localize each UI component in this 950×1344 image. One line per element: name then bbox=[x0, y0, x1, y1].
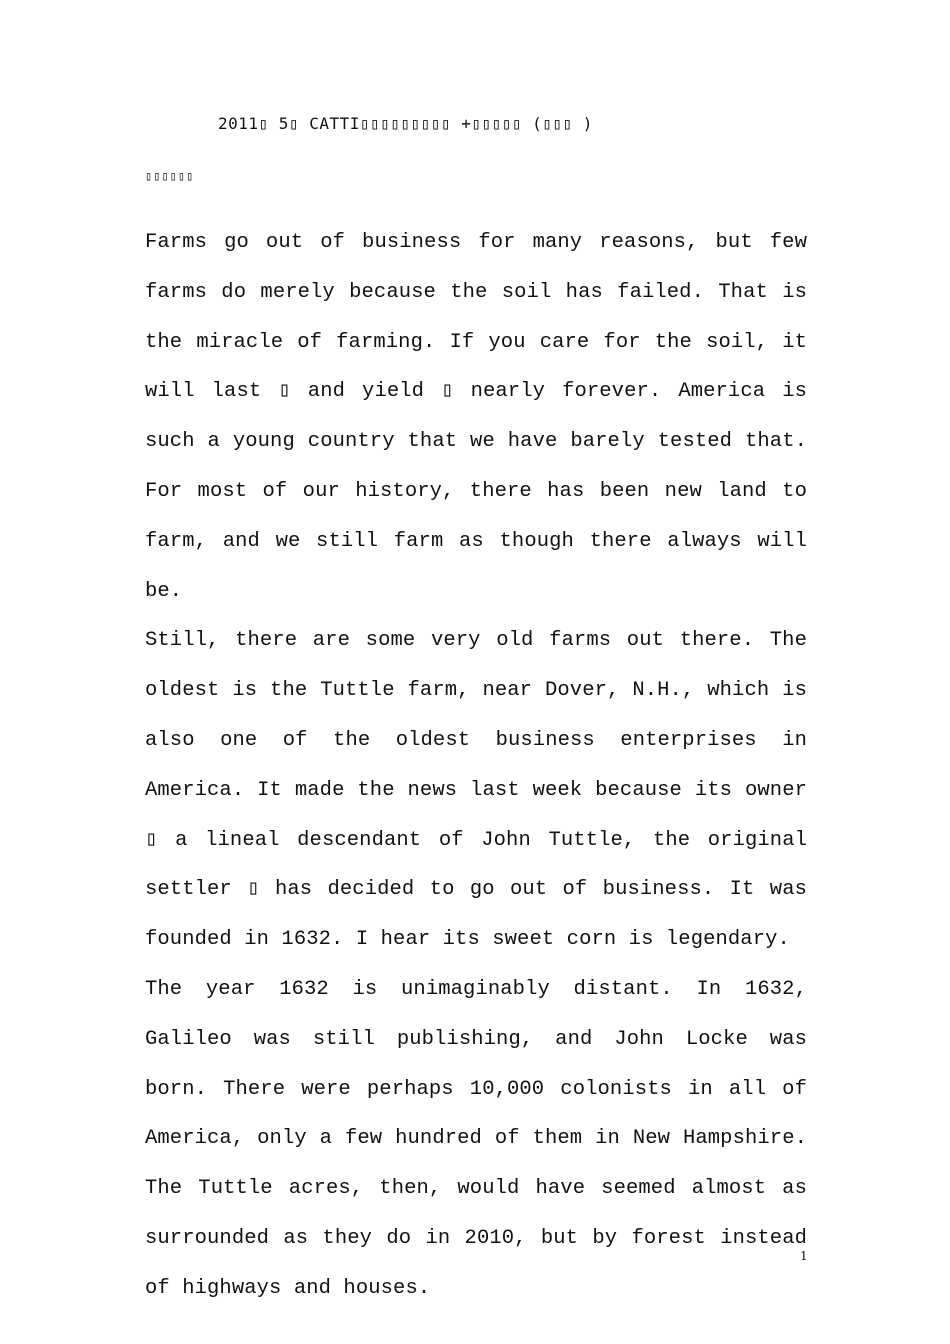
page-number: 1 bbox=[800, 1249, 808, 1263]
paragraph-3: The year 1632 is unimaginably distant. In 1632, Galileo was still publishing, and John Locke was born. There were perhaps 10,000 colonists in all of America, only a few hundred of them in New Hampshire. The Tuttle acres, then, would have seemed almost as surrounded as they do in 2010, but by forest instead of highways and houses. bbox=[145, 977, 807, 1300]
paragraph-1: Farms go out of business for many reasons, but few farms do merely because the soil has failed. That is the miracle of farming. If you care for the soil, it will last ▯ and yield ▯ nearly forever. America is such a young country that we have barely tested that. For most of our history, there has been new land to farm, and we still farm as though there always will be. bbox=[145, 231, 807, 603]
document-subtitle: ▯▯▯▯▯▯ bbox=[145, 169, 195, 183]
document-body bbox=[145, 218, 807, 1314]
paragraph-2: Still, there are some very old farms out there. The oldest is the Tuttle farm, near Dover, N.H., which is also one of the oldest business enterprises in America. It made the news last week because its owner ▯ a lineal descendant of John Tuttle, the original settler ▯ has decided to go out of business. It was founded in 1632. I hear its sweet corn is legendary. bbox=[145, 629, 807, 952]
document-title: 2011▯ 5▯ CATTI▯▯▯▯▯▯▯▯▯ +▯▯▯▯▯ (▯▯▯ ) bbox=[218, 114, 593, 133]
